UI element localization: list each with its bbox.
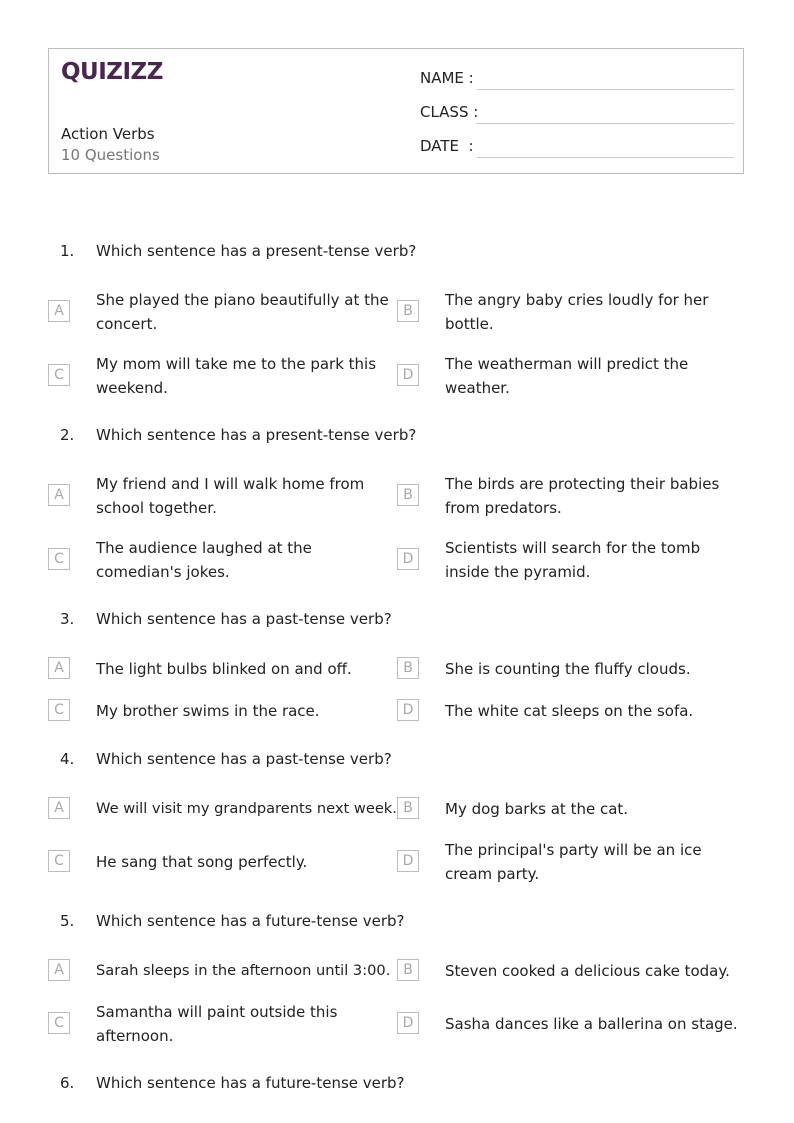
option-text: My dog barks at the cat. <box>445 800 629 818</box>
option-box-d[interactable]: D <box>397 1012 419 1034</box>
class-field[interactable] <box>420 103 734 125</box>
question-number: 1. <box>60 242 75 260</box>
option-text: My brother swims in the race. <box>96 702 320 720</box>
option-box-a[interactable]: A <box>48 657 70 679</box>
question-number: 3. <box>60 610 75 628</box>
question-text: Which sentence has a future-tense verb? <box>96 912 405 930</box>
option-text: The light bulbs blinked on and off. <box>96 660 352 678</box>
date-label: DATE : <box>420 137 474 155</box>
question-number: 4. <box>60 750 75 768</box>
class-label: CLASS : <box>420 103 479 121</box>
option-text: My friend and I will walk home from school together. <box>96 475 365 517</box>
option-box-d[interactable]: D <box>397 364 419 386</box>
option-box-b[interactable]: B <box>397 300 419 322</box>
option-text: The birds are protecting their babies from predators. <box>445 475 720 517</box>
option-text: The weatherman will predict the weather. <box>445 355 689 397</box>
option-text: The audience laughed at the comedian's jokes. <box>96 539 312 581</box>
question-number: 6. <box>60 1074 75 1092</box>
worksheet-title: Action Verbs <box>61 125 155 143</box>
name-field[interactable] <box>420 69 734 91</box>
option-box-a[interactable]: A <box>48 300 70 322</box>
question-number: 2. <box>60 426 75 444</box>
quizizz-logo: QUIZIZZ <box>61 59 163 85</box>
option-box-d[interactable]: D <box>397 850 419 872</box>
option-box-c[interactable]: C <box>48 850 70 872</box>
question-text: Which sentence has a present-tense verb? <box>96 242 417 260</box>
question-text: Which sentence has a present-tense verb? <box>96 426 417 444</box>
option-text: We will visit my grandparents next week. <box>96 800 397 817</box>
option-box-c[interactable]: C <box>48 548 70 570</box>
option-text: My mom will take me to the park this weekend. <box>96 355 377 397</box>
option-box-b[interactable]: B <box>397 657 419 679</box>
option-text: The principal's party will be an ice cream party. <box>445 841 702 883</box>
option-text: Samantha will paint outside this afternoon. <box>96 1003 338 1045</box>
date-field[interactable] <box>420 137 734 159</box>
option-text: The white cat sleeps on the sofa. <box>445 702 694 720</box>
option-box-b[interactable]: B <box>397 484 419 506</box>
option-box-c[interactable]: C <box>48 699 70 721</box>
option-box-b[interactable]: B <box>397 959 419 981</box>
name-label: NAME : <box>420 69 474 87</box>
question-text: Which sentence has a past-tense verb? <box>96 610 392 628</box>
option-text: He sang that song perfectly. <box>96 853 308 871</box>
option-box-a[interactable]: A <box>48 797 70 819</box>
date-line <box>477 157 734 158</box>
question-text: Which sentence has a past-tense verb? <box>96 750 392 768</box>
option-text: Sarah sleeps in the afternoon until 3:00. <box>96 962 391 979</box>
option-box-a[interactable]: A <box>48 484 70 506</box>
option-box-b[interactable]: B <box>397 797 419 819</box>
class-line <box>477 123 734 124</box>
question-number: 5. <box>60 912 75 930</box>
option-text: Sasha dances like a ballerina on stage. <box>445 1015 738 1033</box>
option-text: Steven cooked a delicious cake today. <box>445 962 730 980</box>
option-box-d[interactable]: D <box>397 548 419 570</box>
option-box-c[interactable]: C <box>48 1012 70 1034</box>
name-line <box>477 89 734 90</box>
option-text: Scientists will search for the tomb inside the pyramid. <box>445 539 701 581</box>
option-box-d[interactable]: D <box>397 699 419 721</box>
question-text: Which sentence has a future-tense verb? <box>96 1074 405 1092</box>
worksheet-header <box>48 48 744 174</box>
option-box-a[interactable]: A <box>48 959 70 981</box>
question-count: 10 Questions <box>61 146 160 164</box>
option-box-c[interactable]: C <box>48 364 70 386</box>
option-text: She is counting the fluffy clouds. <box>445 660 691 678</box>
option-text: The angry baby cries loudly for her bottle. <box>445 291 709 333</box>
option-text: She played the piano beautifully at the concert. <box>96 291 389 333</box>
